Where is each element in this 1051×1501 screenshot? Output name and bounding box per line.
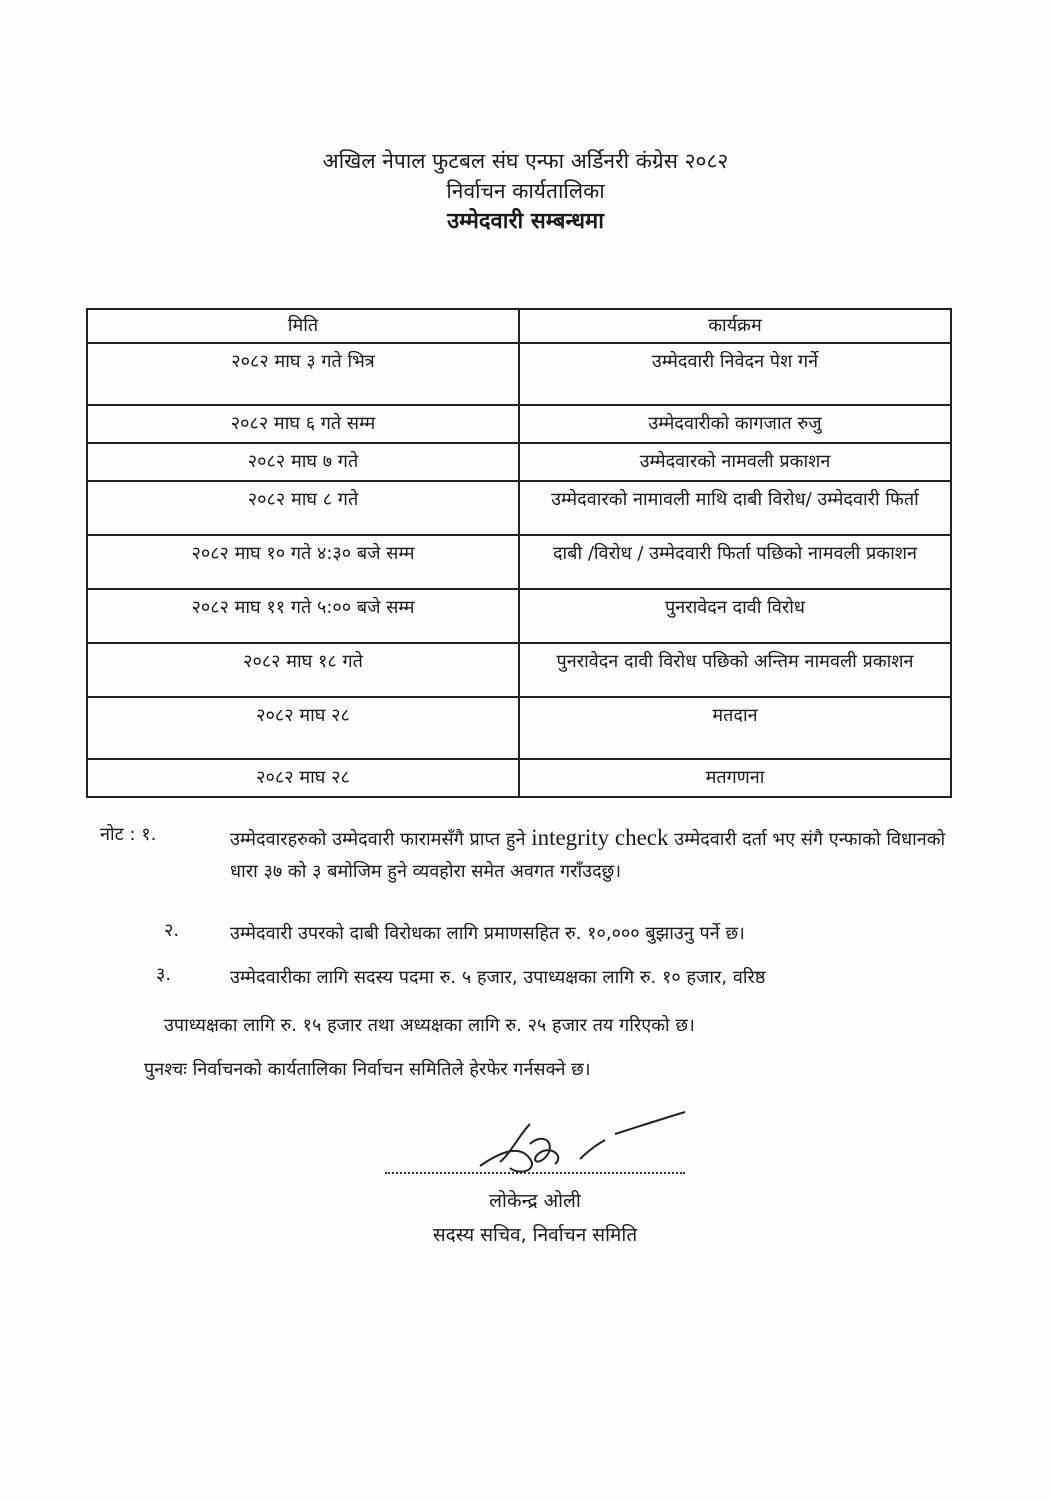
note-label: नोट : १. (100, 824, 157, 845)
table-row (87, 535, 951, 589)
table-row (87, 481, 951, 535)
table-row (87, 405, 951, 443)
note-2-text: उम्मेदवारी उपरको दाबी विरोधका लागि प्रमाणसहित रु. १०,००० बुझाउनु पर्ने छ। (230, 923, 745, 944)
table-row (87, 343, 951, 405)
note-1-text-post: उम्मेदवारी दर्ता भए संगै एन्फाको विधानको धारा ३७ को ३ बमोजिम हुने व्यवहोरा समेत अवगत गराँउदछु। (230, 829, 946, 882)
note-1-text-pre: उम्मेदवारहरुको उम्मेदवारी फारामसँगै प्राप्त हुने (230, 829, 526, 850)
signer-block (380, 1184, 690, 1252)
date-cell: २०८२ माघ १८ गते (87, 643, 519, 697)
schedule-table (86, 308, 952, 798)
date-cell: २०८२ माघ ७ गते (87, 443, 519, 481)
date-cell: २०८२ माघ ८ गते (87, 481, 519, 535)
date-cell: २०८२ माघ २८ (87, 759, 519, 797)
date-cell: २०८२ माघ १० गते ४:३० बजे सम्म (87, 535, 519, 589)
note-3 (100, 962, 970, 994)
notes-section (100, 822, 970, 1080)
note-1-text (230, 822, 970, 888)
column-header-date: मिति (87, 309, 519, 343)
header-title: अखिल नेपाल फुटबल संघ एन्फा अर्डिनरी कंग्रेस २०८२ (322, 149, 729, 173)
table-row (87, 643, 951, 697)
program-cell: पुनरावेदन दावी विरोध (519, 589, 951, 643)
date-cell: २०८२ माघ ११ गते ५:०० बजे सम्म (87, 589, 519, 643)
program-cell: उम्मेदवारको नामावली माथि दाबी विरोध/ उम्मेदवारी फिर्ता (519, 481, 951, 535)
table-row (87, 759, 951, 797)
integrity-check-text: integrity check (531, 825, 669, 850)
note-1 (100, 822, 970, 888)
header-subject: उम्मेदवारी सम्बन्धमा (447, 209, 604, 234)
signature-stroke (580, 1140, 605, 1159)
column-header-program: कार्यक्रम (519, 309, 951, 343)
document-header (0, 146, 1051, 238)
signature-stroke (530, 1139, 558, 1164)
program-cell: उम्मेदवारको नामवली प्रकाशन (519, 443, 951, 481)
program-cell: दाबी /विरोध / उम्मेदवारी फिर्ता पछिको नामवली प्रकाशन (519, 535, 951, 589)
table-row (87, 589, 951, 643)
table-row (87, 443, 951, 481)
table-header-row (87, 309, 951, 343)
signature-line (385, 1172, 685, 1174)
handwritten-signature (380, 1104, 690, 1194)
note-2 (100, 918, 970, 950)
signer-name: लोकेन्द्र ओली (489, 1190, 581, 1212)
note-2-number: २. (164, 920, 180, 941)
program-cell: मतदान (519, 697, 951, 759)
program-cell: उम्मेदवारी निवेदन पेश गर्ने (519, 343, 951, 405)
note-3-number: ३. (156, 964, 172, 985)
note-3-continuation: उपाध्यक्षका लागि रु. १५ हजार तथा अध्यक्षका लागि रु. २५ हजार तय गरिएको छ। (164, 1015, 695, 1036)
signature-stroke (480, 1151, 532, 1172)
note-3-text: उम्मेदवारीका लागि सदस्य पदमा रु. ५ हजार, उपाध्यक्षका लागि रु. १० हजार, वरिष्ठ (230, 967, 766, 988)
date-cell: २०८२ माघ २८ (87, 697, 519, 759)
date-cell: २०८२ माघ ३ गते भित्र (87, 343, 519, 405)
program-cell: पुनरावेदन दावी विरोध पछिको अन्तिम नामवली प्रकाशन (519, 643, 951, 697)
postscript: पुनश्चः निर्वाचनको कार्यतालिका निर्वाचन समितिले हेरफेर गर्नसक्ने छ। (144, 1059, 591, 1080)
signature-stroke (615, 1112, 685, 1134)
date-cell: २०८२ माघ ६ गते सम्म (87, 405, 519, 443)
signer-title: सदस्य सचिव, निर्वाचन समिति (432, 1224, 638, 1246)
table-row (87, 697, 951, 759)
signature-stroke (500, 1124, 530, 1162)
program-cell: मतगणना (519, 759, 951, 797)
program-cell: उम्मेदवारीको कागजात रुजु (519, 405, 951, 443)
header-subtitle: निर्वाचन कार्यतालिका (446, 179, 605, 203)
